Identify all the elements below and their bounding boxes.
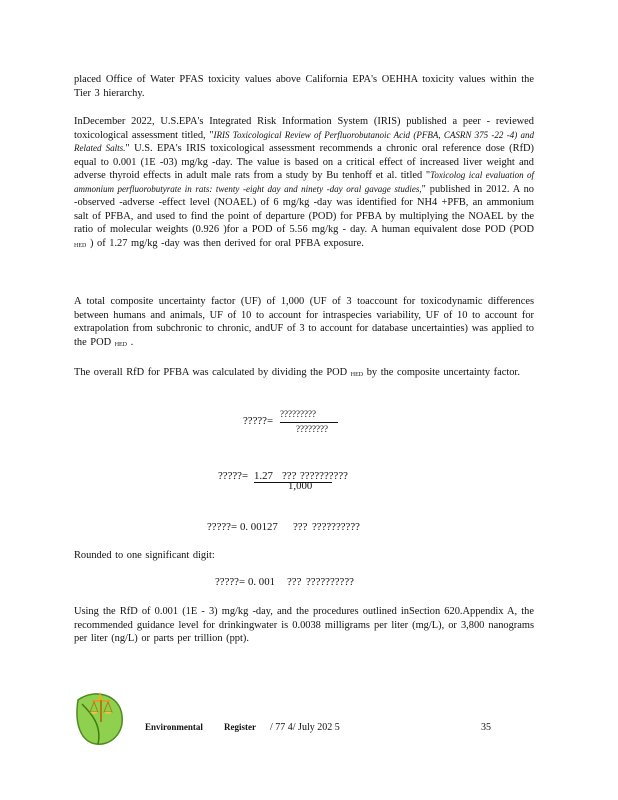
eq2-lhs: ?????= [218, 470, 249, 482]
eq2-numerator: 1.27 [254, 470, 273, 482]
eq3-unit: ??? [293, 521, 308, 533]
register-leaf-logo-icon [72, 686, 128, 748]
eq2-unit: ??? [282, 470, 297, 482]
eq3-value: 0. 00127 [240, 521, 278, 533]
iris-text-b: " U.S. EPA's IRIS toxicological assessment recommends a chronic oral reference dose (RfD) equal to 0.001 (1E -03) mg/kg -day. The value is based on a critical effect of increased liver weight and adverse thyroid effects in adult male rats from a study by Bu tenhoff et al. titled " [74, 143, 534, 181]
paragraph-tier3-text: placed Office of Water PFAS toxicity values above California EPA's OEHHA toxicity values within the Tier 3 hierarchy. [74, 74, 534, 99]
paragraph-guidance-level-text: Using the RfD of 0.001 (1E - 3) mg/kg -day, and the procedures outlined inSection 620.Appendix A, the recommended guidance level for drinkingwater is 0.0038 milligrams per liter (mg/L), or 3,800 nanograms per liter (ng/L) or parts per trillion (ppt). [74, 606, 534, 644]
eq2-unit-garble: ?????????? [300, 470, 348, 482]
paragraph-iris-assessment [74, 115, 534, 253]
eq3-unit-garble: ?????????? [312, 521, 360, 533]
eq4-unit-garble: ?????????? [306, 576, 354, 588]
butenhoff-citation-title: Toxicolog ical evaluation of ammonium perfluorobutyrate in rats: twenty -eight day and ninety -day oral gavage studies, [74, 170, 535, 194]
footer-title: Environmental [145, 722, 203, 732]
footer-page-number: 35 [481, 722, 491, 733]
eq4-lhs: ?????= [215, 576, 246, 588]
paragraph-rounded-text: Rounded to one significant digit: [74, 550, 215, 561]
paragraph-tier3 [74, 73, 534, 100]
eq1-denominator: ???????? [296, 424, 328, 434]
uf-text-b: . [127, 336, 134, 348]
iris-text-d: ) of 1.27 mg/kg -day was then derived for oral PFBA exposure. [86, 237, 364, 249]
eq1-fraction-bar [280, 422, 338, 423]
footer-issue: / 77 4/ July 202 5 [270, 722, 340, 733]
eq1-numerator: ????????? [280, 409, 316, 419]
footer-register: Register [224, 722, 256, 732]
iris-citation-title: IRIS Toxicological Review of Perfluorobutanoic Acid (PFBA, CASRN 375 -22 -4) and Related Salts. [74, 129, 534, 153]
eq2-denominator: 1,000 [288, 480, 313, 492]
eq4-value: 0. 001 [248, 576, 275, 588]
iris-text-a: InDecember 2022, U.S.EPA's Integrated Risk Information System (IRIS) published a peer - reviewed toxicological assessment titled, " [74, 116, 534, 141]
eq1-lhs: ?????= [243, 415, 274, 427]
rfd-text-b: by the composite uncertainty factor. [363, 367, 520, 378]
eq4-unit: ??? [287, 576, 302, 588]
iris-text-c: " published in 2012. A no -observed -adverse -effect level (NOAEL) of 6 mg/kg -day was identified for NH4 +PFB, an ammonium salt of PFBA, and used to find the point of departure (POD) for PFBA by multiplying the NOAEL by the ratio of molecular weights (0.926 )for a POD of 5.56 mg/kg - day. A human equivalent dose POD (POD [74, 183, 535, 235]
paragraph-uncertainty-factor [74, 295, 534, 352]
rfd-hed-subscript: HED [350, 372, 364, 378]
rfd-text-a: The overall RfD for PFBA was calculated by dividing the POD [74, 367, 351, 378]
paragraph-guidance-level [74, 605, 534, 646]
eq3-lhs: ?????= [207, 521, 238, 533]
paragraph-rfd-calculation [74, 366, 534, 383]
uf-text-a: A total composite uncertainty factor (UF) of 1,000 (UF of 3 toaccount for toxicodynamic differences between humans and animals, UF of 10 to account for intraspecies variability, UF of 10 to account for extrapolation from subchronic to chronic, andUF of 3 to account for database uncertainties) was applied to the POD [74, 296, 534, 348]
pod-hed-subscript: HED [74, 242, 87, 249]
paragraph-rounded [74, 549, 534, 563]
uf-hed-subscript: HED [114, 341, 128, 348]
